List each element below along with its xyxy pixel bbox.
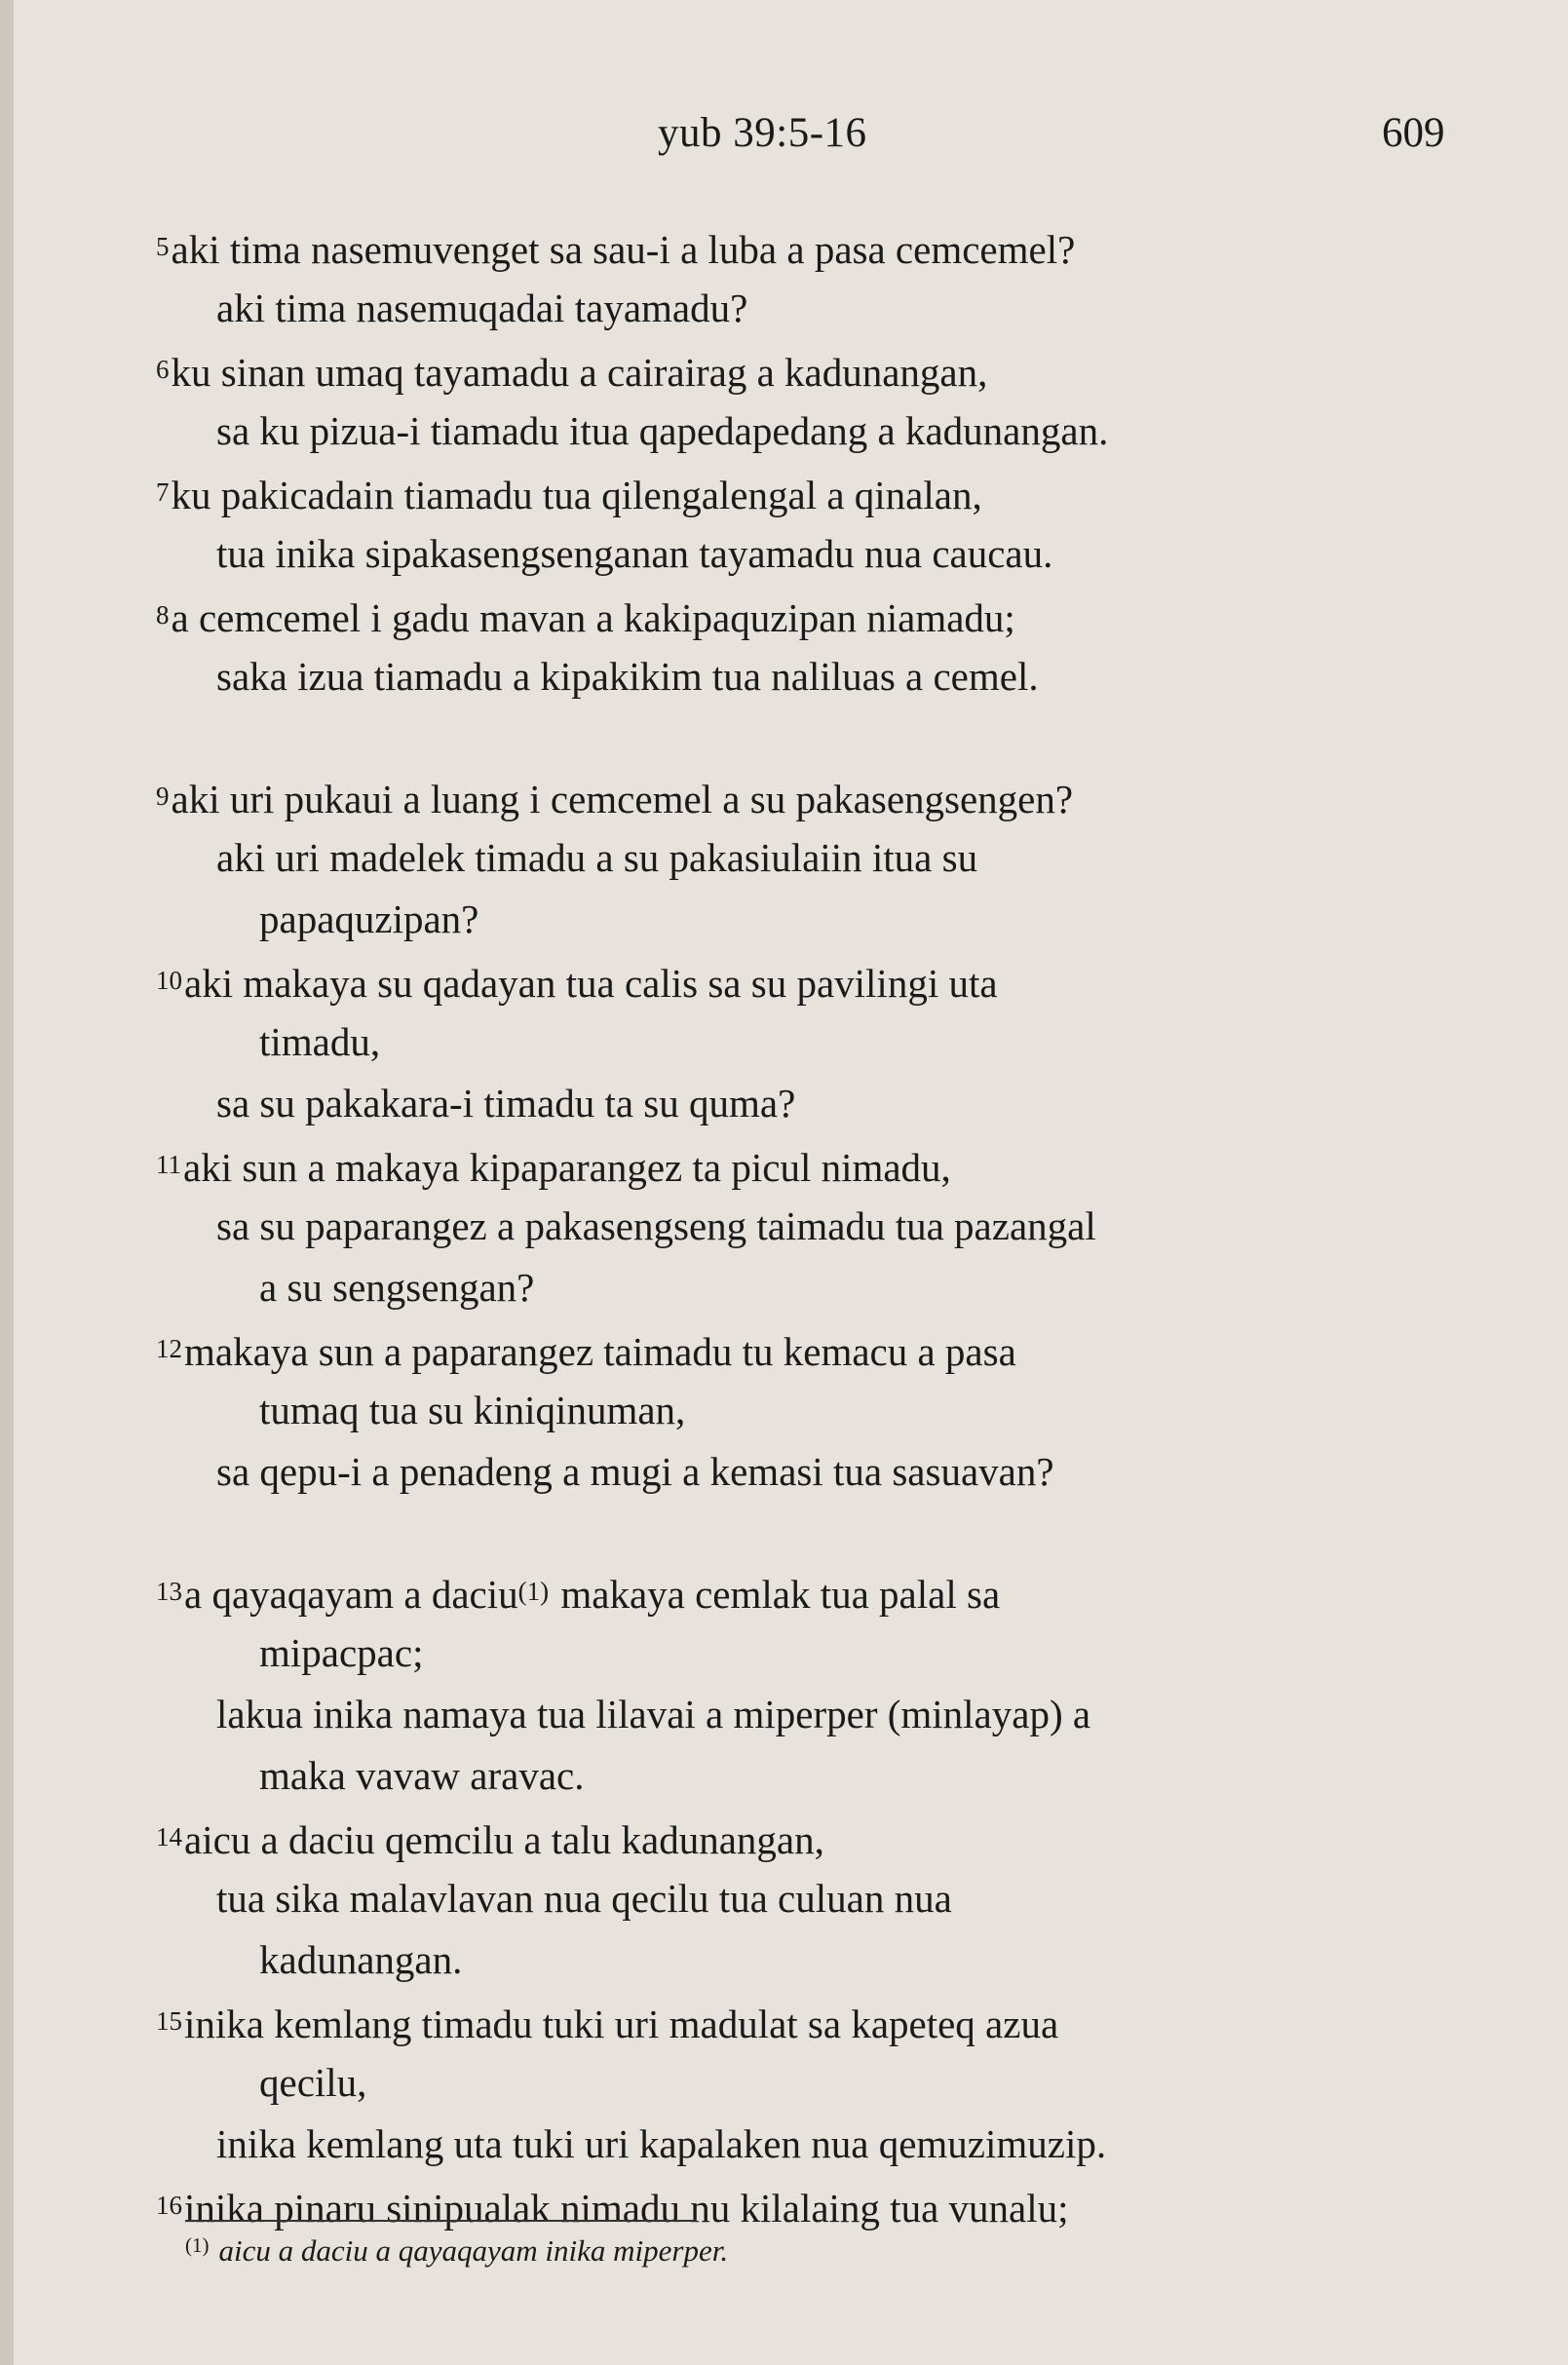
running-head: yub 39:5-16 (658, 110, 867, 156)
verse-line (156, 339, 1452, 401)
continuation-line (156, 1196, 1452, 1257)
continuation-line (156, 1745, 1452, 1807)
verse-line (156, 1318, 1452, 1380)
continuation-line (156, 1380, 1452, 1441)
verse-number: 12 (156, 1334, 182, 1363)
continuation-line (156, 827, 1452, 889)
footnote-divider (185, 2220, 697, 2222)
continuation-line (156, 646, 1452, 707)
verse-line (156, 216, 1452, 278)
continuation-line (156, 2052, 1452, 2114)
page-number: 609 (1382, 110, 1445, 156)
verse-line (156, 766, 1452, 827)
verse-line (156, 462, 1452, 523)
line-text: aki tima nasemuqadai tayamadu? (216, 286, 748, 330)
line-text: a cemcemel i gadu mavan a kakipaquzipan niamadu; (171, 595, 1015, 640)
line-text: papaquzipan? (259, 896, 479, 941)
line-text: aki sun a makaya kipaparangez ta picul nimadu, (183, 1145, 951, 1190)
verse-line (156, 1807, 1452, 1868)
line-text: inika kemlang uta tuki uri kapalaken nua qemuzimuzip. (216, 2121, 1107, 2166)
line-text: makaya cemlak tua palal sa (551, 1572, 1001, 1617)
line-text: a qayaqayam a daciu (184, 1572, 518, 1617)
continuation-line (156, 1684, 1452, 1745)
verse-number: 5 (156, 232, 170, 261)
line-text: maka vavaw aravac. (259, 1753, 585, 1798)
verse-number: 15 (156, 2006, 182, 2036)
line-text: qecilu, (259, 2060, 367, 2105)
verse-number: 16 (156, 2191, 182, 2220)
stanza-gap (156, 707, 1452, 766)
verse-number: 10 (156, 966, 182, 995)
continuation-line (156, 401, 1452, 462)
verse-line (156, 950, 1452, 1011)
verse-line (156, 1991, 1452, 2052)
line-text: saka izua tiamadu a kipakikim tua naliluas a cemel. (216, 654, 1039, 699)
continuation-line (156, 2114, 1452, 2175)
stanza (156, 1561, 1452, 2236)
continuation-line (156, 889, 1452, 950)
verse-number: 13 (156, 1577, 182, 1606)
line-text: a su sengsengan? (259, 1265, 535, 1310)
line-text: makaya sun a paparangez taimadu tu kemacu a pasa (184, 1329, 1016, 1374)
line-text: aki uri madelek timadu a su pakasiulaiin itua su (216, 835, 978, 880)
stanza-gap (156, 1503, 1452, 1561)
page-binding-edge (0, 0, 14, 2365)
footnote-reference: (1) (517, 1577, 550, 1606)
line-text: lakua inika namaya tua lilavai a miperper (minlayap) a (216, 1692, 1091, 1736)
continuation-line (156, 1929, 1452, 1991)
verse-number: 7 (156, 477, 170, 507)
verse-number: 9 (156, 782, 170, 811)
continuation-line (156, 523, 1452, 585)
continuation-line (156, 1011, 1452, 1073)
line-text: aki tima nasemuvenget sa sau-i a luba a pasa cemcemel? (171, 227, 1076, 272)
continuation-line (156, 1868, 1452, 1929)
line-text: ku sinan umaq tayamadu a cairairag a kadunangan, (171, 350, 988, 395)
line-text: inika pinaru sinipualak nimadu nu kilalaing tua vunalu; (184, 2186, 1069, 2231)
stanza (156, 216, 1452, 707)
line-text: ku pakicadain tiamadu tua qilengalengal a qinalan, (171, 473, 982, 517)
verse-line (156, 1134, 1452, 1196)
line-text: tumaq tua su kiniqinuman, (259, 1388, 686, 1432)
verse-number: 14 (156, 1822, 182, 1851)
line-text: aki uri pukaui a luang i cemcemel a su pakasengsengen? (171, 777, 1074, 821)
page-header (0, 109, 1568, 168)
footnote-text: aicu a daciu a qayaqayam inika miperper. (218, 2233, 729, 2268)
line-text: kadunangan. (259, 1937, 463, 1982)
line-text: tua inika sipakasengsenganan tayamadu nua caucau. (216, 531, 1053, 576)
line-text: sa qepu-i a penadeng a mugi a kemasi tua sasuavan? (216, 1449, 1054, 1494)
stanza (156, 766, 1452, 1503)
line-text: sa su pakakara-i timadu ta su quma? (216, 1081, 796, 1125)
footnote-marker: (1) (185, 2233, 210, 2257)
continuation-line (156, 1441, 1452, 1503)
verse-line (156, 1561, 1452, 1622)
line-text: tua sika malavlavan nua qecilu tua culuan nua (216, 1876, 952, 1921)
continuation-line (156, 1622, 1452, 1684)
verse-number: 11 (156, 1150, 181, 1179)
verse-line (156, 585, 1452, 646)
line-text: sa ku pizua-i tiamadu itua qapedapedang a kadunangan. (216, 408, 1109, 453)
line-text: sa su paparangez a pakasengseng taimadu tua pazangal (216, 1203, 1096, 1248)
line-text: mipacpac; (259, 1630, 424, 1675)
verse-text (156, 216, 1452, 2236)
line-text: inika kemlang timadu tuki uri madulat sa kapeteq azua (184, 2002, 1059, 2046)
line-text: aki makaya su qadayan tua calis sa su pavilingi uta (184, 961, 998, 1006)
verse-number: 6 (156, 355, 170, 384)
footnote (185, 2233, 728, 2269)
line-text: aicu a daciu qemcilu a talu kadunangan, (184, 1817, 824, 1862)
verse-line (156, 2175, 1452, 2236)
continuation-line (156, 278, 1452, 339)
continuation-line (156, 1073, 1452, 1134)
verse-number: 8 (156, 600, 170, 629)
continuation-line (156, 1257, 1452, 1318)
line-text: timadu, (259, 1019, 381, 1064)
